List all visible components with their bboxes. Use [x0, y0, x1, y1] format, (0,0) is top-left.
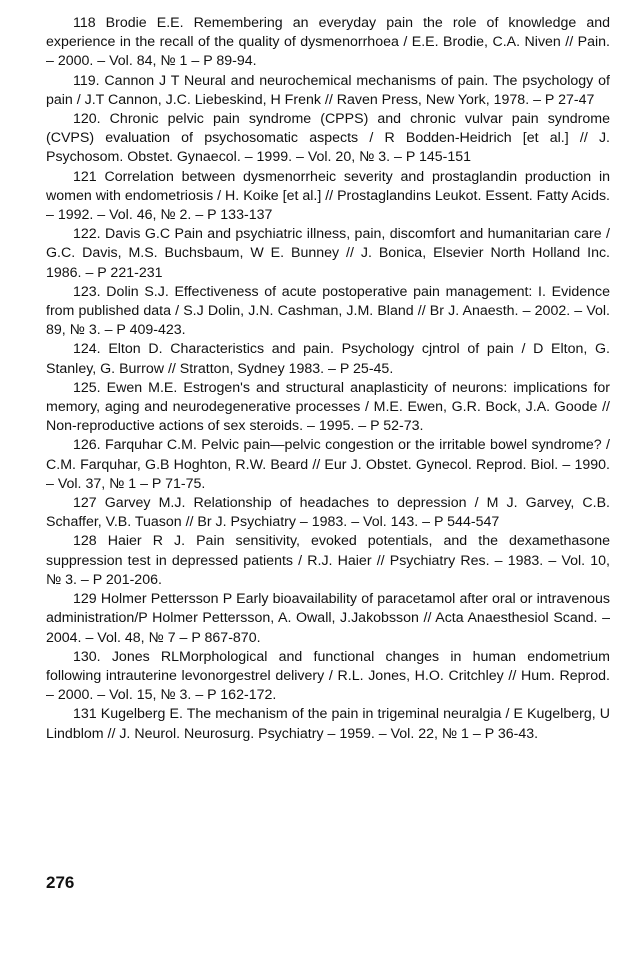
- reference-131: 131 Kugelberg E. The mechanism of the pain in trigeminal neuralgia / E Kugelberg, U Lindblom // J. Neurol. Neurosurg. Psychiatry – 1959. – Vol. 22, № 1 – P 36-43.: [46, 706, 610, 742]
- reference-120: 120. Chronic pelvic pain syndrome (CPPS) and chronic vulvar pain syndrome (CVPS) evaluation of psychosomatic aspects / R Bodden-Heidrich [et al.] // J. Psychosom. Obstet. Gynaecol. – 1999. – Vol. 20, № 3. – P 145-151: [46, 111, 610, 166]
- reference-122: 122. Davis G.C Pain and psychiatric illness, pain, discomfort and humanitarian care / G.C. Davis, M.S. Buchsbaum, W E. Bunney // J. Bonica, Elsevier North Holland Inc. 1986. – P 221-231: [46, 226, 610, 281]
- page-number: 276: [46, 873, 75, 892]
- reference-127: 127 Garvey M.J. Relationship of headaches to depression / M J. Garvey, C.B. Schaffer, V.B. Tuason // Br J. Psychiatry – 1983. – Vol. 143. – P 544-547: [46, 495, 610, 531]
- reference-125: 125. Ewen M.E. Estrogen's and structural anaplasticity of neurons: implications for memory, aging and neurodegenerative processes / M.E. Ewen, G.R. Bock, J.A. Goode // Non-reproductive actions of sex steroids. – 1995. – P 52-73.: [46, 379, 610, 435]
- reference-128: 128 Haier R J. Pain sensitivity, evoked potentials, and the dexamethasone suppression test in depressed patients / R.J. Haier // Psychiatry Res. – 1983. – Vol. 10, № 3. – P 201-206.: [46, 533, 610, 588]
- reference-126: 126. Farquhar C.M. Pelvic pain—pelvic congestion or the irritable bowel syndrome? / C.M. Farquhar, G.B Hoghton, R.W. Beard // Eur J. Obstet. Gynecol. Reprod. Biol. – 1990. – Vol. 37, № 1 – P 71-75.: [46, 437, 610, 492]
- reference-123: 123. Dolin S.J. Effectiveness of acute postoperative pain management: I. Evidence from published data / S.J Dolin, J.N. Cashman, J.M. Bland // Br J. Anaesth. – 2002. – Vol. 89, № 3. – P 409-423.: [46, 283, 610, 339]
- reference-121: 121 Correlation between dysmenorrheic severity and prostaglandin production in women with endometriosis / H. Koike [et al.] // Prostaglandins Leukot. Essent. Fatty Acids. – 1992. – Vol. 46, № 2. – P 133-137: [46, 168, 610, 224]
- reference-124: 124. Elton D. Characteristics and pain. Psychology cjntrol of pain / D Elton, G. Stanley, G. Burrow // Stratton, Sydney 1983. – P 25-45.: [46, 341, 610, 377]
- reference-129: 129 Holmer Pettersson P Early bioavailability of paracetamol after oral or intravenous administration/P Holmer Pettersson, A. Owall, J.Jakobsson // Acta Anaesthesiol Scand. – 2004. – Vol. 48, № 7 – P 867-870.: [46, 591, 610, 646]
- reference-119: 119. Cannon J T Neural and neurochemical mechanisms of pain. The psychology of pain / J.T Cannon, J.C. Liebeskind, H Frenk // Raven Press, New York, 1978. – P 27-47: [46, 72, 610, 108]
- reference-130: 130. Jones RLMorphological and functional changes in human endometrium following intrauterine levonorgestrel delivery / R.L. Jones, H.O. Critchley // Hum. Reprod. – 2000. – Vol. 15, № 3. – P 162-172.: [46, 648, 610, 704]
- reference-list: [46, 14, 610, 744]
- reference-118: 118 Brodie E.E. Remembering an everyday pain the role of knowledge and experience in the recall of the quality of dysmenorrhoea / E.E. Brodie, C.A. Niven // Pain. – 2000. – Vol. 84, № 1 – P 89-94.: [46, 15, 610, 70]
